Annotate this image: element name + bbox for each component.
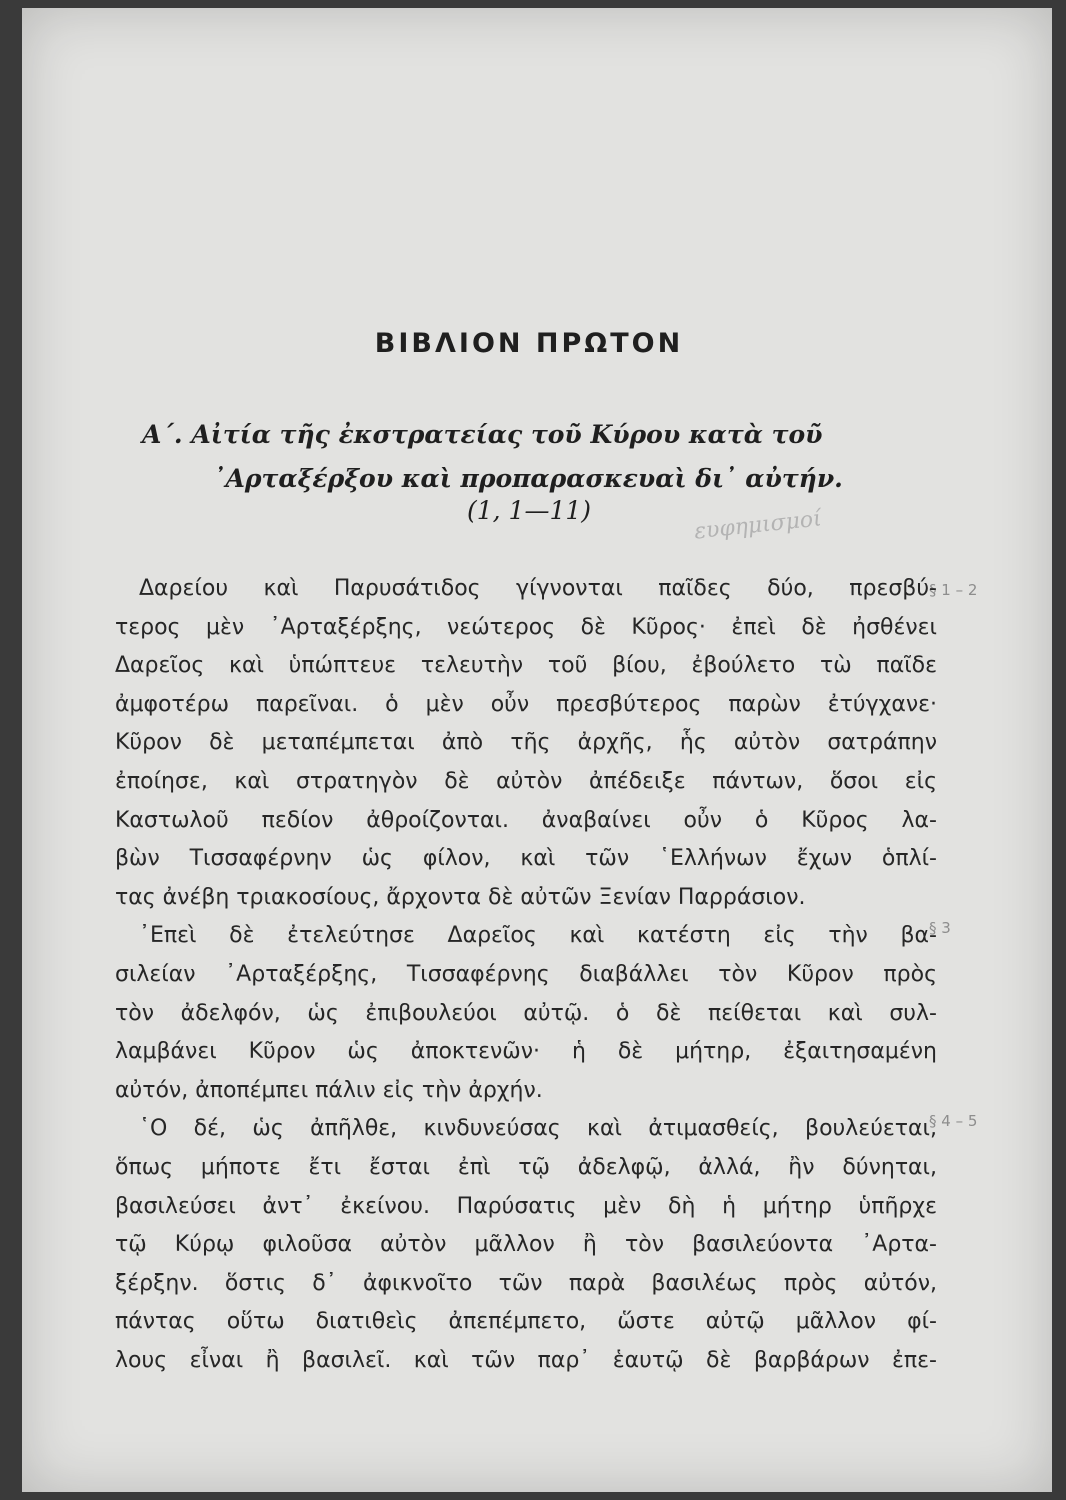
text-line: λαμβάνει Κῦρον ὡς ἀποκτενῶν· ἡ δὲ μήτηρ, ἐξαιτησαμένη <box>115 1039 937 1065</box>
text-line: τῷ Κύρῳ φιλοῦσα αὐτὸν μᾶλλον ἢ τὸν βασιλεύοντα ᾿Αρτα- <box>115 1232 937 1258</box>
text-line: Δαρείου καὶ Παρυσάτιδος γίγνονται παῖδες δύο, πρεσβύ- <box>139 576 937 601</box>
text-line: Κῦρον δὲ μεταπέμπεται ἀπὸ τῆς ἀρχῆς, ἧς αὐτὸν σατράπην <box>115 730 937 756</box>
chapter-number: Α΄. <box>142 420 183 449</box>
text-line: Δαρεῖος καὶ ὑπώπτευε τελευτὴν τοῦ βίου, ἐβούλετο τὼ παῖδε <box>115 653 937 679</box>
text-line: πάντας οὕτω διατιθεὶς ἀπεπέμπετο, ὥστε αὐτῷ μᾶλλον φί- <box>115 1309 937 1335</box>
text-line: βασιλεύσει ἀντ᾿ ἐκείνου. Παρύσατις μὲν δὴ ἡ μήτηρ ὑπῆρχε <box>115 1193 937 1219</box>
text-line: τας ἀνέβη τριακοσίους, ἄρχοντα δὲ αὐτῶν Ξενίαν Παρράσιον. <box>115 884 806 910</box>
margin-note-1: § 1 – 2 <box>929 581 978 599</box>
text-line: ῾Ο δέ, ὡς ἀπῆλθε, κινδυνεύσας καὶ ἀτιμασθείς, βουλεύεται, <box>139 1116 937 1142</box>
margin-note-3: § 4 – 5 <box>929 1112 978 1130</box>
text-line: ξέρξην. ὅστις δ᾿ ἀφικνοῖτο τῶν παρὰ βασιλέως πρὸς αὐτόν, <box>115 1270 937 1296</box>
chapter-title-line-2: ᾿Αρταξέρξου καὶ προπαρασκευαὶ δι᾿ αὐτήν. <box>213 464 843 493</box>
text-line: σιλείαν ᾿Αρταξέρξης, Τισσαφέρνης διαβάλλει τὸν Κῦρον πρὸς <box>115 961 937 987</box>
text-line: τερος μὲν ᾿Αρταξέρξης, νεώτερος δὲ Κῦρος· ἐπεὶ δὲ ἠσθένει <box>115 614 937 640</box>
text-line: λους εἶναι ἢ βασιλεῖ. καὶ τῶν παρ᾿ ἑαυτῷ δὲ βαρβάρων ἐπε- <box>115 1347 937 1373</box>
text-line: Καστωλοῦ πεδίον ἀθροίζονται. ἀναβαίνει οὖν ὁ Κῦρος λα- <box>115 807 937 833</box>
chapter-heading <box>142 413 942 501</box>
body-text <box>115 570 937 1380</box>
text-line: αὐτόν, ἀποπέμπει πάλιν εἰς τὴν ἀρχήν. <box>115 1077 543 1103</box>
text-line: βὼν Τισσαφέρνην ὡς φίλον, καὶ τῶν ῾Ελλήνων ἔχων ὁπλί- <box>115 846 937 872</box>
text-line: ᾿Επεὶ δὲ ἐτελεύτησε Δαρεῖος καὶ κατέστη εἰς τὴν βα- <box>139 923 937 949</box>
pencil-annotation: ευφημισμοί <box>693 506 823 545</box>
book-title: ΒΙΒΛΙΟΝ ΠΡΩΤΟΝ <box>374 328 684 359</box>
margin-note-2: § 3 <box>929 919 951 937</box>
chapter-title-line-1: Αἰτία τῆς ἐκστρατείας τοῦ Κύρου κατὰ τοῦ <box>191 420 823 449</box>
book-page <box>22 8 1052 1492</box>
text-line: τὸν ἀδελφόν, ὡς ἐπιβουλεύοι αὐτῷ. ὁ δὲ πείθεται καὶ συλ- <box>115 1000 937 1026</box>
text-line: ὅπως μήποτε ἔτι ἔσται ἐπὶ τῷ ἀδελφῷ, ἀλλά, ἢν δύνηται, <box>115 1154 937 1180</box>
text-line: ἐποίησε, καὶ στρατηγὸν δὲ αὐτὸν ἀπέδειξε πάντων, ὅσοι εἰς <box>115 768 937 794</box>
chapter-reference: (1, 1—11) <box>466 496 592 525</box>
text-line: ἀμφοτέρω παρεῖναι. ὁ μὲν οὖν πρεσβύτερος παρὼν ἐτύγχανε· <box>115 691 937 717</box>
